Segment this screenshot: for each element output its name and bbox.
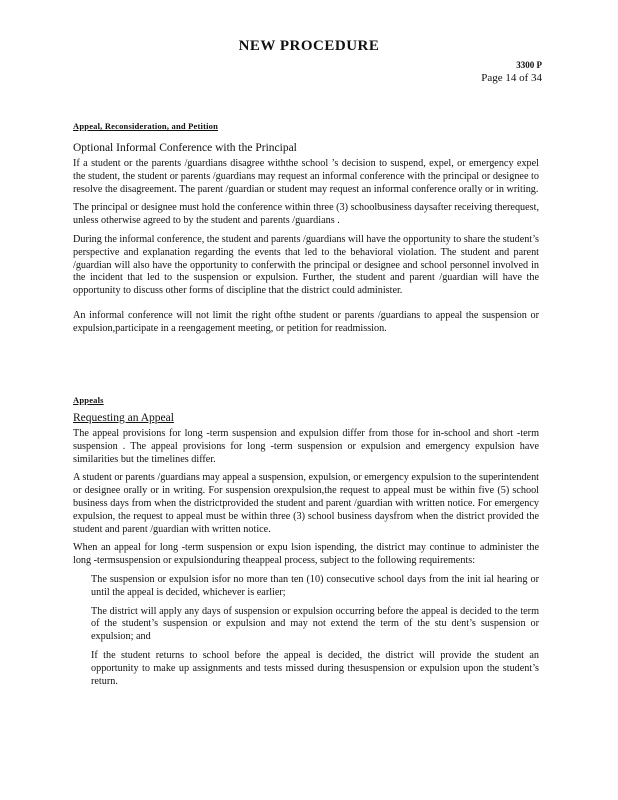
list-item	[73, 574, 539, 600]
paragraph: When an appeal for long -term suspension or expu lsion ispending, the district may continue to administer the long -termsuspension or expulsionduring theappeal process, subject to the following requirements:	[73, 542, 539, 567]
section-appeal	[73, 116, 539, 342]
list-item-text: The district will apply any days of suspension or expulsion occurring before the appeal is decided to the term of the student’s suspension or expulsion and may not extend the term of the stu dent’s suspension or expulsion; and	[91, 605, 539, 643]
paragraph: An informal conference will not limit the right ofthe student or parents /guardians to appeal the suspension or expulsion,participate in a reengagement meeting, or petition for readmission.	[73, 309, 539, 334]
paragraph: During the informal conference, the student and parents /guardians will have the opportunity to share the student’s perspective and explanation regarding the events that led to the behavioral violation. The student and parent /guardian will also have the opportunity to conferwith the principal or designee and school personnel involved in the incident that led to the suspension or expulsion. Further, the student and parent /guardian will have the opportunity to discuss other forms of discipline that the district could administer.	[73, 233, 539, 297]
section-subheading: Optional Informal Conference with the Principal	[73, 142, 297, 154]
paragraph: A student or parents /guardians may appeal a suspension, expulsion, or emergency expulsion to the superintendent or designee orally or in writing. For suspension orexpulsion,the request to appeal must be within five (5) school business days from when the districtprovided the student and parent /guardian with written notice. For emergency expulsion, the request to appeal must be within three (3) school business daysfrom when the district provided the student and parent /guardian with written notice.	[73, 472, 539, 535]
page-title: NEW PROCEDURE	[238, 38, 380, 54]
paragraph: The principal or designee must hold the conference within three (3) schoolbusiness daysafter receiving therequest, unless otherwise agreed to by the student and parents /guardians .	[73, 202, 539, 227]
list-item	[73, 650, 539, 688]
bullet-icon	[73, 606, 91, 644]
list-item	[73, 606, 539, 644]
paragraph: If a student or the parents /guardians disagree withthe school ’s decision to suspend, expel, or emergency expel the student, the student or parents /guardians may request an informal conference with the principal or designee to resolve the disagreement. The parent /guardian or student may request an informal conference orally or in writing.	[73, 158, 539, 195]
section-appeals	[73, 390, 539, 694]
bullet-icon	[73, 574, 91, 600]
section-subheading: Requesting an Appeal	[73, 412, 174, 424]
paragraph: The appeal provisions for long -term suspension and expulsion differ from those for in-school and short -term suspension . The appeal provisions for long -term suspension or expulsion and emergency expulsion have similarities but the timelines differ.	[73, 428, 539, 465]
list-item-text: If the student returns to school before the appeal is decided, the district will provide the student an opportunity to make up assignments and tests missed during thesuspension or expulsion upon the student’s return.	[91, 649, 539, 687]
bullet-icon	[73, 650, 91, 688]
procedure-code: 3300 P	[516, 60, 542, 70]
section-heading: Appeal, Reconsideration, and Petition	[73, 121, 219, 131]
page-number: Page 14 of 34	[481, 72, 542, 84]
list-item-text: The suspension or expulsion isfor no more than ten (10) consecutive school days from the init ial hearing or until the appeal is decided, whichever is earlier;	[91, 573, 539, 598]
section-heading: Appeals	[73, 395, 104, 405]
